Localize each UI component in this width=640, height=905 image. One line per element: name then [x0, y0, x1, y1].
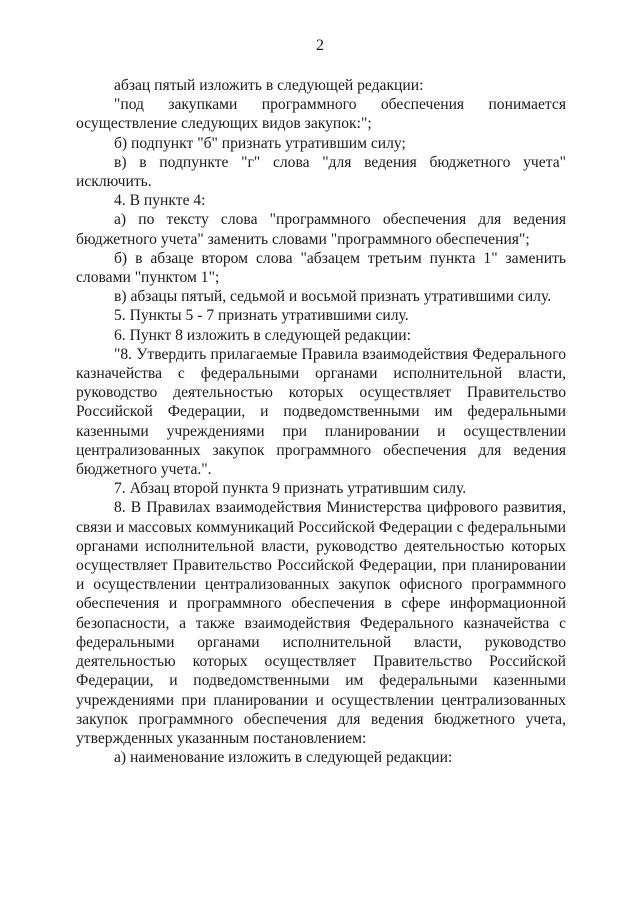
paragraph-item: 6. Пункт 8 изложить в следующей редакции: — [114, 326, 411, 344]
paragraph-item: "8. Утвердить прилагаемые Правила взаимодействия Федерального казначейства с федеральными органами исполнительной власти, руководство деятельностью которых осуществляет Правительство Российской Федерации, и подведомственными им федеральными казенными учреждениями при планировании и осуществлении централизованных закупок программного обеспечения для ведения бюджетного учета.". — [76, 345, 566, 479]
paragraph-item: "под закупками программного обеспечения понимается осуществление следующих видов закупок:"; — [76, 96, 566, 133]
paragraph-item: 5. Пункты 5 - 7 признать утратившими силу. — [114, 307, 409, 325]
paragraph-item: 7. Абзац второй пункта 9 признать утратившим силу. — [114, 480, 467, 498]
paragraph-item: в) в подпункте "г" слова "для ведения бюджетного учета" исключить. — [76, 153, 566, 191]
paragraph-item: абзац пятый изложить в следующей редакции: — [114, 77, 424, 94]
document-body — [76, 76, 566, 767]
paragraph-item: б) подпункт "б" признать утратившим силу; — [114, 134, 406, 152]
paragraph-item: а) по тексту слова "программного обеспечения для ведения бюджетного учета" заменить словами "программного обеспечения"; — [76, 211, 566, 248]
paragraph-item: а) наименование изложить в следующей редакции: — [114, 749, 453, 767]
paragraph-item: 8. В Правилах взаимодействия Министерства цифрового развития, связи и массовых коммуникаций Российской Федерации с федеральными органами исполнительной власти, руководство деятельностью которых осуществляет Правительство Российской Федерации, при планировании и осуществлении централизованных закупок офисного программного обеспечения и программного обеспечения в сфере информационной безопасности, а также взаимодействия Федерального казначейства с федеральными органами исполнительной власти, руководство деятельностью которых осуществляет Правительство Российской Федерации, и подведомственными им федеральными казенными учреждениями при планировании и осуществлении централизованных закупок программного обеспечения для ведения бюджетного учета, утвержденных указанным постановлением: — [76, 499, 566, 747]
page-number: 2 — [316, 37, 324, 54]
paragraph-item: 4. В пункте 4: — [114, 192, 206, 210]
paragraph-item: б) в абзаце втором слова "абзацем третьим пункта 1" заменить словами "пунктом 1"; — [76, 249, 566, 287]
paragraph-item: в) абзацы пятый, седьмой и восьмой признать утратившими силу. — [114, 288, 552, 306]
